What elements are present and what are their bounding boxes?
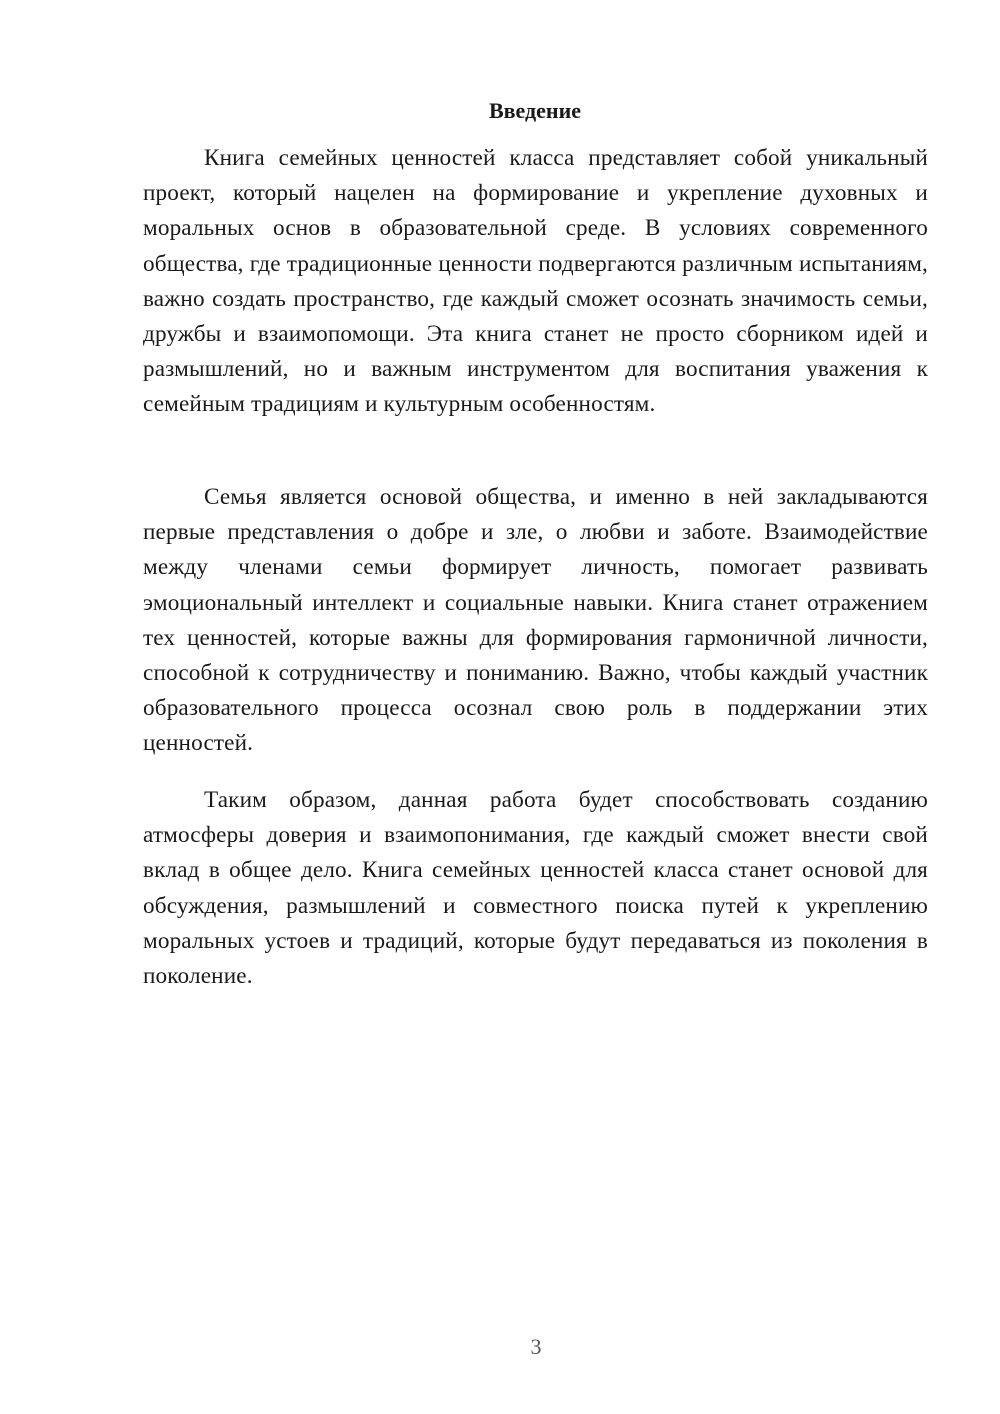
paragraph-3: Таким образом, данная работа будет способствовать созданию атмосферы доверия и взаимопонимания, где каждый сможет внести свой вклад в общее дело. Книга семейных ценностей класса станет основой для обсуждения, размышлений и совместного поиска путей к укреплению моральных устоев и традиций, которые будут передаваться из поколения в поколение. xyxy=(143,787,928,990)
section-title: Введение xyxy=(488,98,582,123)
paragraph-1: Книга семейных ценностей класса представляет собой уникальный проект, который нацелен на формирование и укрепление духовных и моральных основ в образовательной среде. В условиях современного общества, где традиционные ценности подвергаются различным испытаниям, важно создать пространство, где каждый сможет осознать значимость семьи, дружбы и взаимопомощи. Эта книга станет не просто сборником идей и размышлений, но и важным инструментом для воспитания уважения к семейным традициям и культурным особенностям. xyxy=(143,145,928,418)
paragraph-2: Семья является основой общества, и именно в ней закладываются первые представления о добре и зле, о любви и заботе. Взаимодействие между членами семьи формирует личность, помогает развивать эмоциональный интеллект и социальные навыки. Книга станет отражением тех ценностей, которые важны для формирования гармоничной личности, способной к сотрудничеству и пониманию. Важно, чтобы каждый участник образовательного процесса осознал свою роль в поддержании этих ценностей. xyxy=(143,484,928,757)
page-number: 3 xyxy=(530,1334,542,1359)
